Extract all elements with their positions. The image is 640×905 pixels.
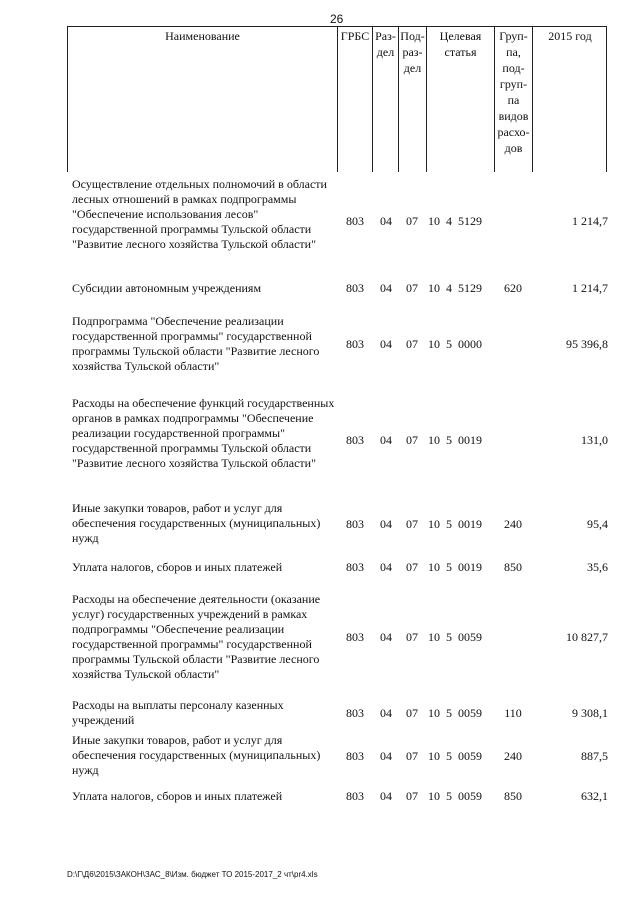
row-target: 10 5 0059 (428, 749, 482, 763)
row-podrazdel: 07 (406, 433, 418, 447)
row-vr: 620 (504, 281, 522, 295)
row-razdel: 04 (380, 281, 392, 295)
row-razdel: 04 (380, 214, 392, 228)
row-grbs: 803 (346, 630, 364, 644)
row-target: 10 4 5129 (428, 281, 482, 295)
row-razdel: 04 (380, 630, 392, 644)
row-razdel: 04 (380, 517, 392, 531)
row-vr: 240 (504, 749, 522, 763)
row-sum: 632,1 (581, 789, 608, 803)
row-vr: 240 (504, 517, 522, 531)
row-sum: 95 396,8 (566, 337, 608, 351)
row-podrazdel: 07 (406, 281, 418, 295)
row-sum: 131,0 (581, 433, 608, 447)
row-razdel: 04 (380, 789, 392, 803)
row-podrazdel: 07 (406, 749, 418, 763)
row-name: Расходы на обеспечение функций государственных органов в рамках подпрограммы "Обеспечение реализации государственной программы" государственной программы Тульской области "Развитие лесного хозяйства Тульской области" (72, 396, 335, 470)
page-number: 26 (330, 12, 344, 26)
row-name: Расходы на выплаты персоналу казенных учреждений (72, 698, 284, 727)
row-sum: 1 214,7 (572, 214, 608, 228)
row-vr: 110 (504, 706, 522, 720)
row-name: Иные закупки товаров, работ и услуг для обеспечения государственных (муниципальных) нужд (72, 733, 321, 777)
row-podrazdel: 07 (406, 214, 418, 228)
row-sum: 10 827,7 (566, 630, 608, 644)
header-razdel: Раз- дел (372, 26, 398, 172)
row-name: Уплата налогов, сборов и иных платежей (72, 789, 283, 803)
row-target: 10 5 0059 (428, 706, 482, 720)
row-target: 10 5 0019 (428, 517, 482, 531)
row-podrazdel: 07 (406, 337, 418, 351)
table-header (67, 26, 607, 172)
row-podrazdel: 07 (406, 706, 418, 720)
row-target: 10 5 0000 (428, 337, 482, 351)
row-grbs: 803 (346, 281, 364, 295)
row-vr: 850 (504, 789, 522, 803)
header-right-border (606, 26, 607, 172)
row-name: Расходы на обеспечение деятельности (оказание услуг) государственных учреждений в рамках подпрограммы "Обеспечение реализации государственной программы" государственной программы Тульской области "Развитие лесного хозяйства Тульской области" (72, 592, 321, 681)
row-grbs: 803 (346, 517, 364, 531)
row-podrazdel: 07 (406, 560, 418, 574)
row-grbs: 803 (346, 214, 364, 228)
row-razdel: 04 (380, 337, 392, 351)
row-target: 10 5 0059 (428, 630, 482, 644)
row-name: Подпрограмма "Обеспечение реализации государственной программы" государственной программы Тульской области "Развитие лесного хозяйства Тульской области" (72, 314, 320, 373)
row-razdel: 04 (380, 706, 392, 720)
row-podrazdel: 07 (406, 517, 418, 531)
row-sum: 887,5 (581, 749, 608, 763)
row-sum: 1 214,7 (572, 281, 608, 295)
row-grbs: 803 (346, 337, 364, 351)
header-target: Целевая статья (426, 26, 494, 172)
header-year: 2015 год (532, 26, 607, 172)
row-name: Иные закупки товаров, работ и услуг для обеспечения государственных (муниципальных) нужд (72, 501, 321, 545)
row-grbs: 803 (346, 706, 364, 720)
row-grbs: 803 (346, 749, 364, 763)
row-sum: 35,6 (587, 560, 608, 574)
row-podrazdel: 07 (406, 789, 418, 803)
row-vr: 850 (504, 560, 522, 574)
row-razdel: 04 (380, 560, 392, 574)
row-grbs: 803 (346, 560, 364, 574)
row-grbs: 803 (346, 433, 364, 447)
row-name: Осуществление отдельных полномочий в области лесных отношений в рамках подпрограммы "Обеспечение использования лесов" государственной программы Тульской области "Развитие лесного хозяйства Тульской области" (72, 177, 327, 251)
header-grbs: ГРБС (337, 26, 372, 172)
row-target: 10 5 0019 (428, 433, 482, 447)
row-name: Субсидии автономным учреждениям (72, 281, 262, 295)
row-razdel: 04 (380, 433, 392, 447)
row-target: 10 5 0019 (428, 560, 482, 574)
row-target: 10 4 5129 (428, 214, 482, 228)
header-podrazdel: Под- раз- дел (398, 26, 426, 172)
header-vr: Груп- па, под- груп- па видов расхо- дов (494, 26, 532, 172)
file-path-footer: D:\Г\Д6\2015\ЗАКОН\ЗАС_8\Изм. бюджет ТО 2015-2017_2 чт\pr4.xls (67, 870, 318, 879)
row-name: Уплата налогов, сборов и иных платежей (72, 560, 283, 574)
row-grbs: 803 (346, 789, 364, 803)
row-sum: 9 308,1 (572, 706, 608, 720)
row-podrazdel: 07 (406, 630, 418, 644)
row-target: 10 5 0059 (428, 789, 482, 803)
header-name: Наименование (67, 26, 337, 172)
row-sum: 95,4 (587, 517, 608, 531)
row-razdel: 04 (380, 749, 392, 763)
